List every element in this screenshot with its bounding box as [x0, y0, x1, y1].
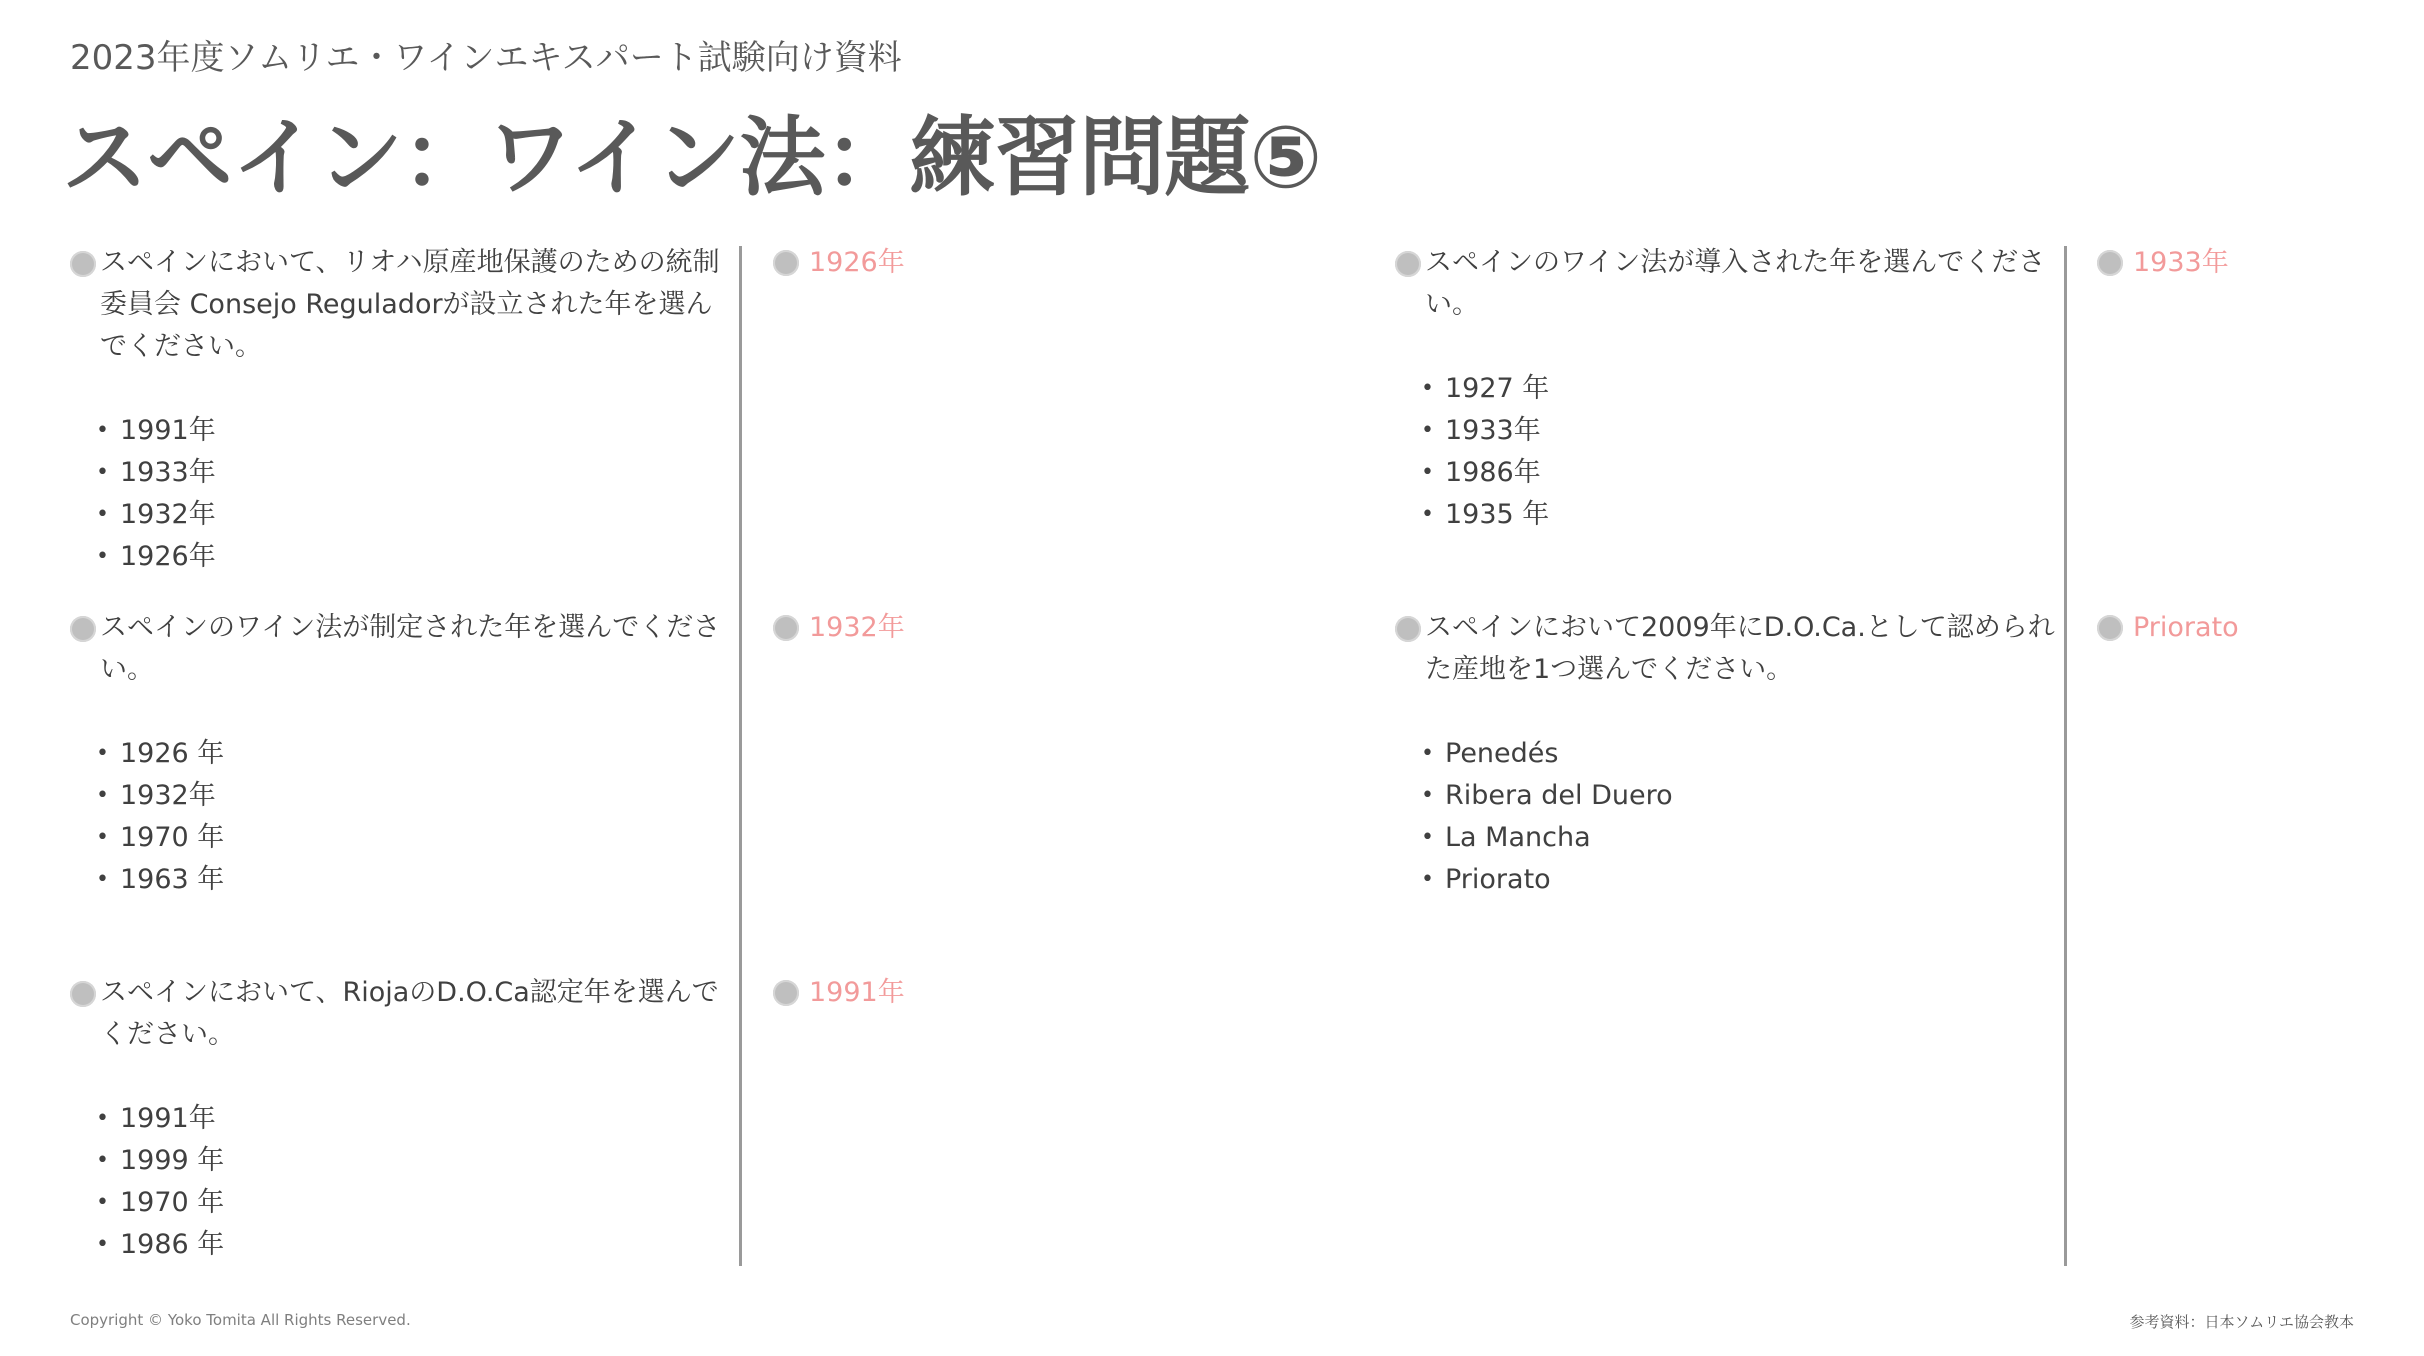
option-item: • 1933年: [1421, 410, 2057, 452]
answer: Priorato: [2097, 607, 2239, 649]
option-item: • 1986 年: [96, 1224, 732, 1266]
answer-bullet-icon: [773, 250, 799, 276]
question-card: [1395, 242, 2057, 536]
question-text: スペインにおいて2009年にD.O.Ca.として認められた産地を1つ選んでください。: [1395, 607, 2057, 691]
question-bullet-icon: [1395, 251, 1421, 277]
question-text: スペインにおいて、RiojaのD.O.Ca認定年を選んでください。: [70, 972, 732, 1056]
question-card: [70, 607, 732, 901]
column-divider-right: [2064, 246, 2067, 1266]
option-item: • 1991年: [96, 410, 732, 452]
option-item: • Priorato: [1421, 859, 2057, 901]
options-list: [1395, 733, 2057, 901]
option-item: • 1991年: [96, 1098, 732, 1140]
option-item: • 1970 年: [96, 817, 732, 859]
question-card: [70, 972, 732, 1266]
option-item: • 1935 年: [1421, 494, 2057, 536]
answer: 1991年: [773, 972, 905, 1014]
options-list: [70, 410, 732, 578]
answer: 1926年: [773, 242, 905, 284]
option-item: • Penedés: [1421, 733, 2057, 775]
answer: 1933年: [2097, 242, 2229, 284]
answer: 1932年: [773, 607, 905, 649]
option-item: • 1927 年: [1421, 368, 2057, 410]
question-text: スペインのワイン法が制定された年を選んでください。: [70, 607, 732, 691]
option-item: • 1932年: [96, 494, 732, 536]
option-item: • Ribera del Duero: [1421, 775, 2057, 817]
question-card: [70, 242, 732, 578]
question-bullet-icon: [1395, 616, 1421, 642]
answer-bullet-icon: [2097, 615, 2123, 641]
question-bullet-icon: [70, 251, 96, 277]
option-item: • 1926 年: [96, 733, 732, 775]
option-item: • 1933年: [96, 452, 732, 494]
question-card: [1395, 607, 2057, 901]
options-list: [70, 1098, 732, 1266]
option-item: • La Mancha: [1421, 817, 2057, 859]
option-item: • 1963 年: [96, 859, 732, 901]
options-list: [1395, 368, 2057, 536]
question-bullet-icon: [70, 981, 96, 1007]
option-item: • 1986年: [1421, 452, 2057, 494]
question-text: スペインのワイン法が導入された年を選んでください。: [1395, 242, 2057, 326]
question-text: スペインにおいて、リオハ原産地保護のための統制委員会 Consejo Reguladorが設立された年を選んでください。: [70, 242, 732, 368]
column-divider-left: [739, 246, 742, 1266]
option-item: • 1932年: [96, 775, 732, 817]
answer-bullet-icon: [773, 980, 799, 1006]
subtitle: 2023年度ソムリエ・ワインエキスパート試験向け資料: [70, 38, 902, 78]
copyright: Copyright © Yoko Tomita All Rights Reserved.: [70, 1311, 411, 1329]
option-item: • 1970 年: [96, 1182, 732, 1224]
answer-bullet-icon: [2097, 250, 2123, 276]
options-list: [70, 733, 732, 901]
option-item: • 1999 年: [96, 1140, 732, 1182]
reference-note: 参考資料：日本ソムリエ協会教本: [2129, 1313, 2354, 1331]
option-item: • 1926年: [96, 536, 732, 578]
answer-bullet-icon: [773, 615, 799, 641]
question-bullet-icon: [70, 616, 96, 642]
page-title: スペイン：ワイン法：練習問題⑤: [62, 108, 1322, 208]
